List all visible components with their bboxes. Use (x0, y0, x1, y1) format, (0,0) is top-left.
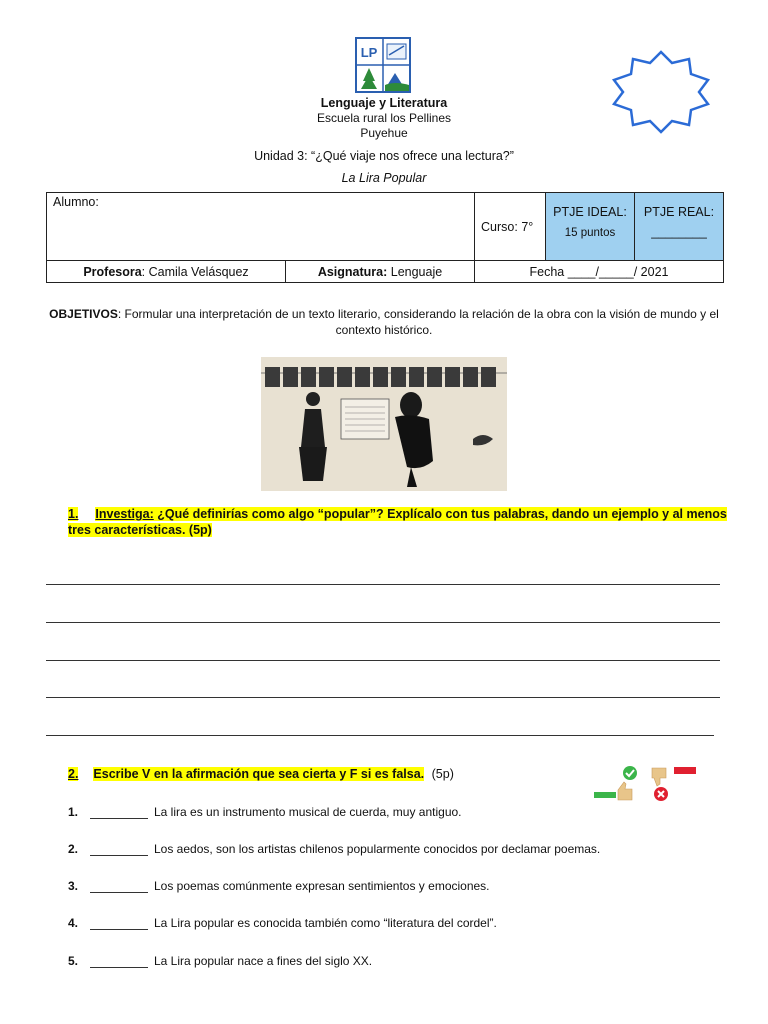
topic-title: La Lira Popular (341, 171, 427, 185)
school-name: Escuela rural los Pellines (316, 111, 452, 125)
answer-line-2[interactable] (46, 622, 720, 623)
tf-answer-blank[interactable] (90, 955, 148, 968)
tf-answer-blank[interactable] (90, 917, 148, 930)
asignatura-value: Lenguaje (387, 264, 443, 279)
answer-line-1[interactable] (46, 584, 720, 585)
objectives (46, 306, 722, 338)
tf-item-text: Los poemas comúnmente expresan sentimientos y emociones. (154, 879, 490, 893)
subject-title: Lenguaje y Literatura (320, 96, 448, 110)
ptje-ideal-label: PTJE IDEAL: (553, 205, 627, 219)
tf-item-number: 1. (68, 805, 79, 819)
student-name-cell[interactable] (47, 193, 475, 261)
fecha-text: Fecha ____/_____/ 2021 (529, 264, 669, 279)
tf-item-number: 3. (68, 879, 79, 893)
objectives-text: : Formular una interpretación de un texto literario, considerando la relación de la obra con la visión de mundo y el contexto histórico. (117, 307, 719, 337)
lira-popular-illustration (261, 357, 507, 491)
tf-item-1 (68, 805, 462, 819)
date-cell[interactable] (475, 261, 724, 283)
teacher-cell (47, 261, 286, 283)
real-score-cell[interactable] (635, 193, 724, 261)
subject-cell (286, 261, 475, 283)
curso-value: 7° (521, 219, 534, 234)
curso-label: Curso: (481, 219, 518, 234)
q1-number: 1. (68, 507, 79, 521)
school-place: Puyehue (360, 126, 408, 140)
tf-item-4 (68, 916, 497, 930)
tf-item-number: 5. (68, 954, 79, 968)
profesora-value: : Camila Velásquez (141, 264, 249, 279)
profesora-label: Profesora (83, 264, 142, 279)
tf-answer-blank[interactable] (90, 880, 148, 893)
question-1 (68, 506, 728, 538)
tf-item-text: La Lira popular es conocida también como “literatura del cordel”. (154, 916, 497, 930)
ptje-real-blank: ________ (651, 225, 707, 239)
tf-answer-blank[interactable] (90, 806, 148, 819)
objectives-label: OBJETIVOS (49, 307, 118, 321)
question-2 (68, 767, 454, 781)
ptje-real-label: PTJE REAL: (643, 205, 715, 219)
ptje-ideal-value: 15 puntos (564, 227, 616, 239)
alumno-label: Alumno: (53, 195, 99, 209)
tf-item-3 (68, 879, 490, 893)
tf-item-2 (68, 842, 600, 856)
tf-item-text: La lira es un instrumento musical de cuerda, muy antiguo. (154, 805, 462, 819)
q2-points: (5p) (431, 767, 454, 781)
true-false-icon (594, 764, 698, 804)
tf-item-text: Los aedos, son los artistas chilenos popularmente conocidos por declamar poemas. (154, 842, 601, 856)
svg-text:LP: LP (360, 45, 378, 60)
q2-text: Escribe V en la afirmación que sea cierta y F si es falsa. (93, 767, 425, 781)
student-info-table (46, 192, 724, 283)
course-cell (475, 193, 546, 261)
answer-line-5[interactable] (46, 735, 714, 736)
tf-item-text: La Lira popular nace a fines del siglo XX. (154, 954, 373, 968)
tf-item-5 (68, 954, 372, 968)
tf-answer-blank[interactable] (90, 843, 148, 856)
tf-item-number: 2. (68, 842, 79, 856)
score-badge (608, 50, 714, 134)
answer-line-3[interactable] (46, 660, 720, 661)
ideal-score-cell (546, 193, 635, 261)
tf-item-number: 4. (68, 916, 79, 930)
q1-text: ¿Qué definirías como algo “popular”? Explícalo con tus palabras, dando un ejemplo y al menos tres características. (5p) (68, 507, 727, 537)
unit-title: Unidad 3: “¿Qué viaje nos ofrece una lectura?” (254, 149, 514, 163)
asignatura-label: Asignatura: (317, 264, 388, 279)
answer-line-4[interactable] (46, 697, 720, 698)
school-logo (355, 37, 411, 93)
q1-lead: Investiga: (95, 507, 154, 521)
q2-number: 2. (68, 767, 79, 781)
